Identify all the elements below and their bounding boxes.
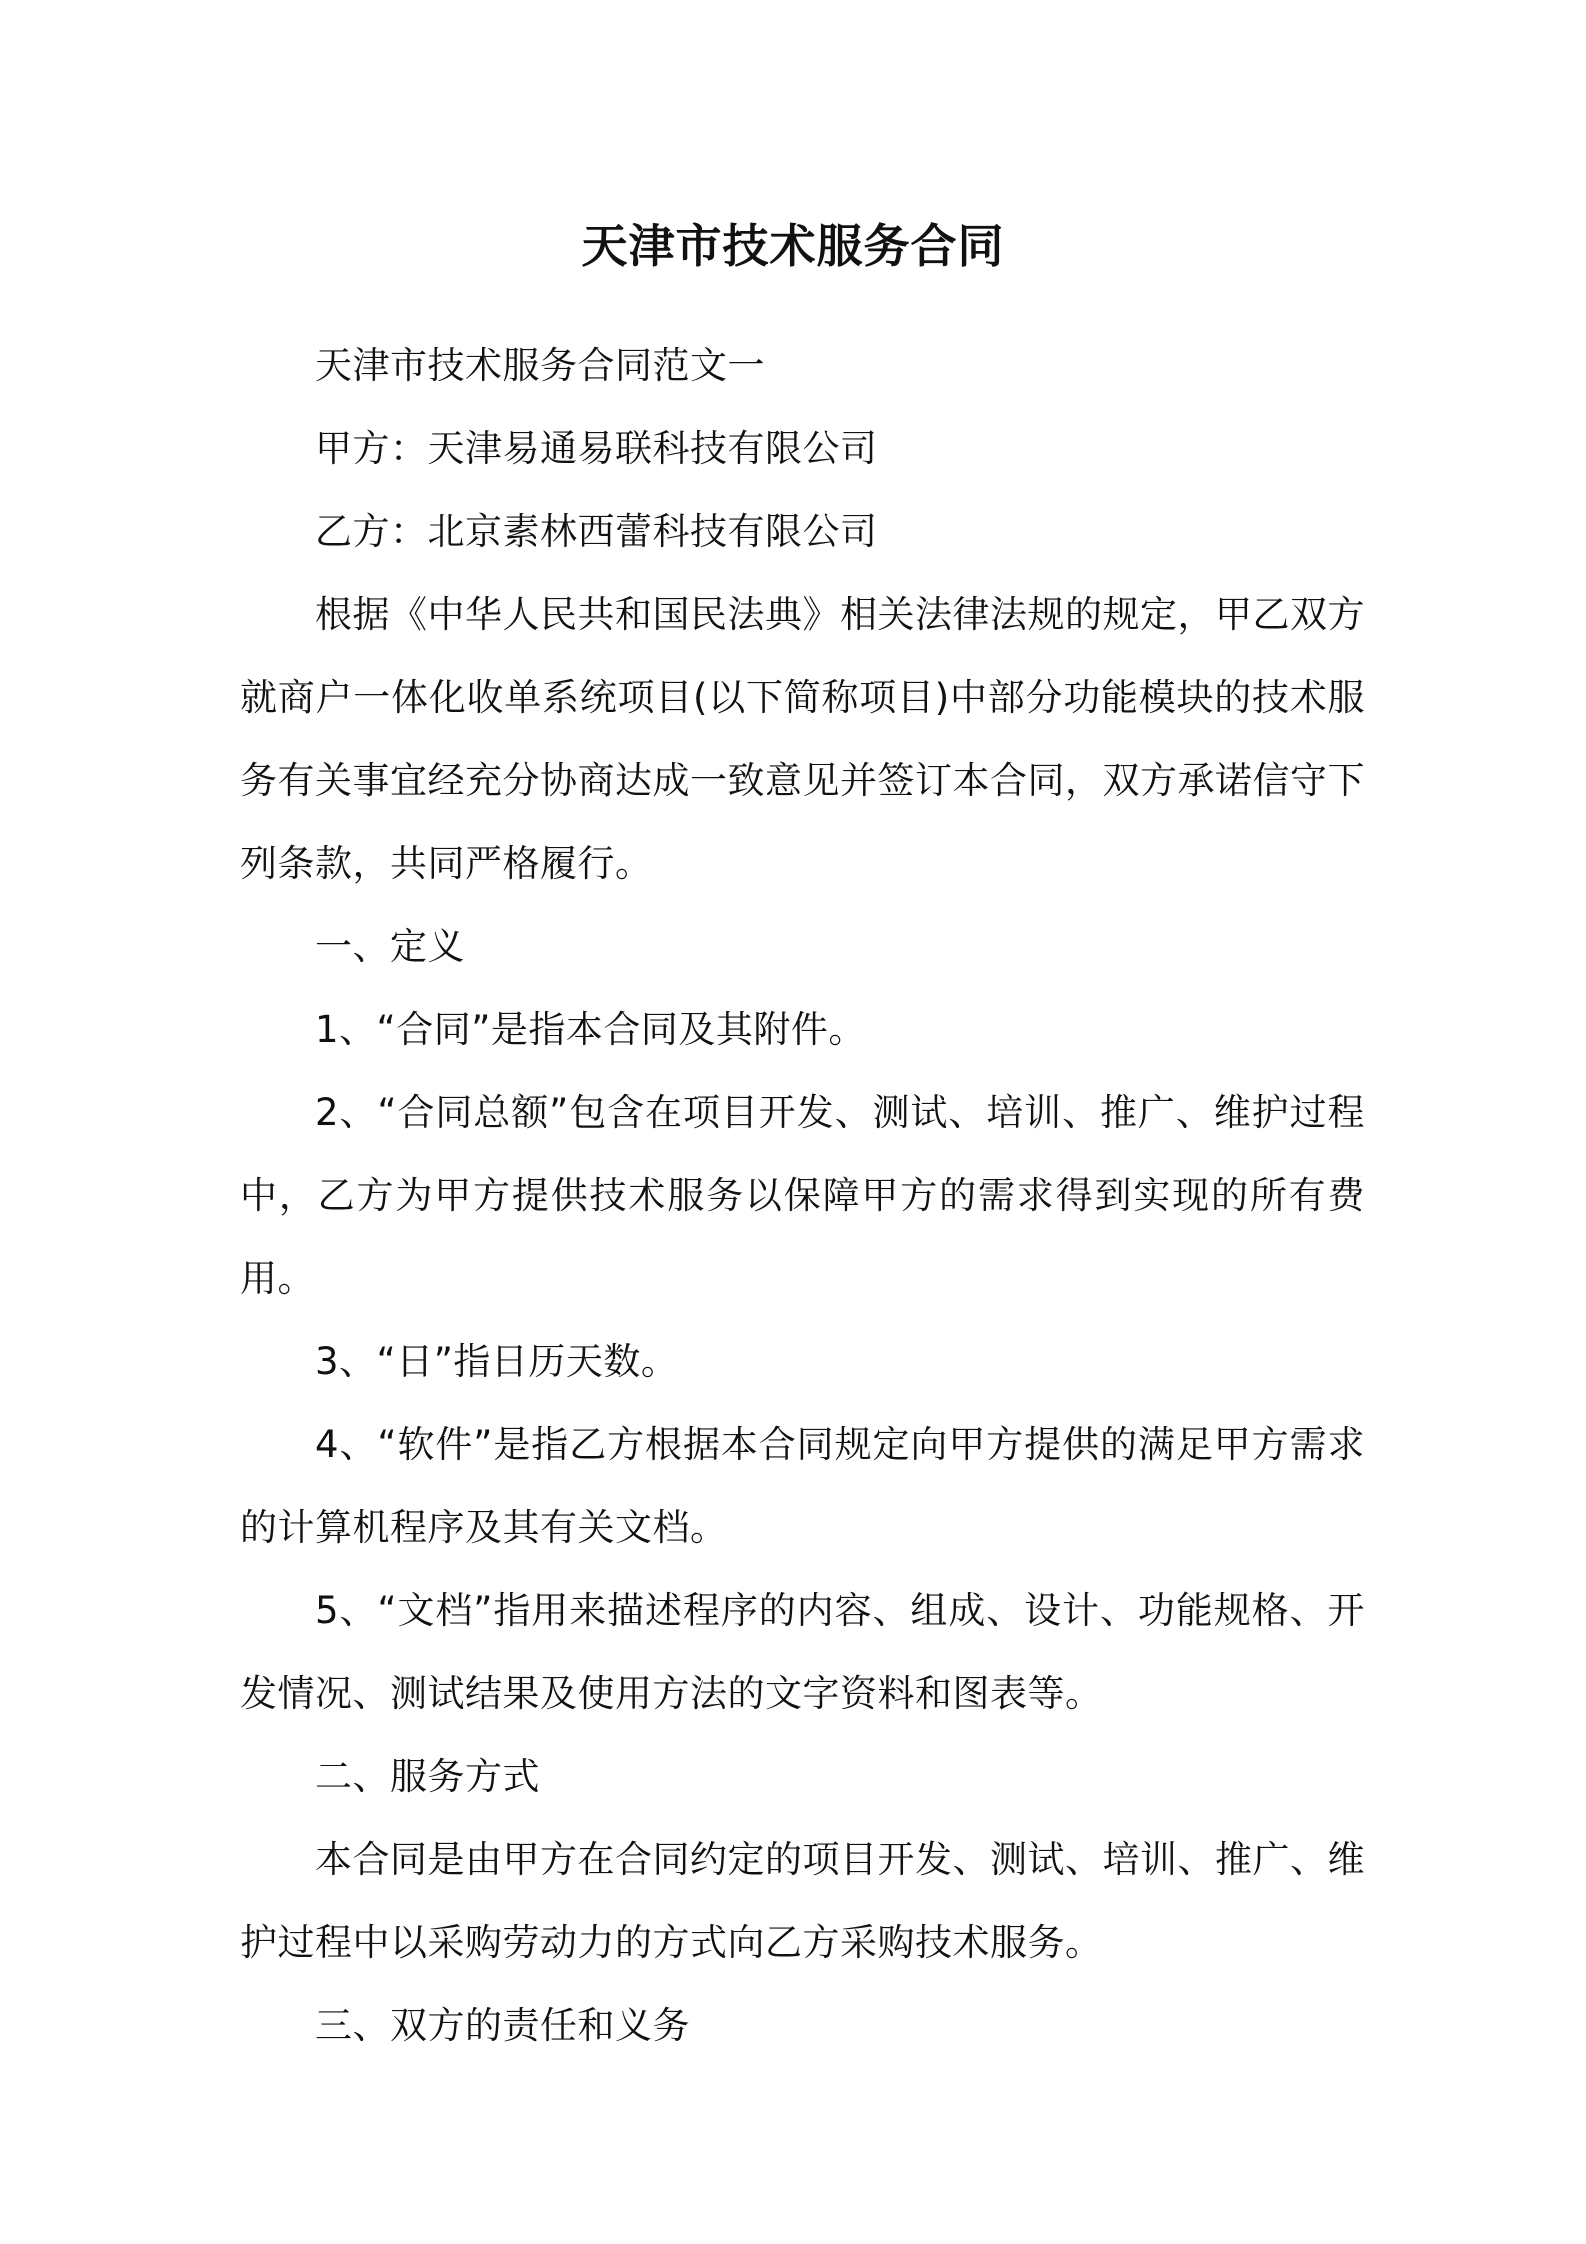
definition-item-5: 5、“文档”指用来描述程序的内容、组成、设计、功能规格、开发情况、测试结果及使用方法的文字资料和图表等。 [240, 1589, 1365, 1715]
definition-item-3: 3、“日”指日历天数。 [315, 1340, 679, 1383]
party-a: 甲方：天津易通易联科技有限公司 [315, 427, 878, 470]
service-mode-paragraph: 本合同是由甲方在合同约定的项目开发、测试、培训、推广、维护过程中以采购劳动力的方式向乙方采购技术服务。 [240, 1838, 1365, 1964]
definition-item-1: 1、“合同”是指本合同及其附件。 [315, 1008, 866, 1051]
section-heading-responsibilities: 三、双方的责任和义务 [315, 2004, 690, 2047]
section-heading-service-mode: 二、服务方式 [315, 1755, 540, 1798]
definition-item-4: 4、“软件”是指乙方根据本合同规定向甲方提供的满足甲方需求的计算机程序及其有关文档。 [240, 1423, 1365, 1549]
document-body [240, 324, 1365, 2067]
section-heading-definitions: 一、定义 [315, 925, 465, 968]
party-b: 乙方：北京素林西蕾科技有限公司 [315, 510, 878, 553]
contract-sample-heading: 天津市技术服务合同范文一 [315, 344, 765, 387]
document-title: 天津市技术服务合同 [581, 219, 1005, 273]
definition-item-2: 2、“合同总额”包含在项目开发、测试、培训、推广、维护过程中，乙方为甲方提供技术服务以保障甲方的需求得到实现的所有费用。 [240, 1091, 1365, 1300]
preamble-paragraph: 根据《中华人民共和国民法典》相关法律法规的规定，甲乙双方就商户一体化收单系统项目(以下简称项目)中部分功能模块的技术服务有关事宜经充分协商达成一致意见并签订本合同，双方承诺信守下列条款，共同严格履行。 [240, 593, 1365, 885]
